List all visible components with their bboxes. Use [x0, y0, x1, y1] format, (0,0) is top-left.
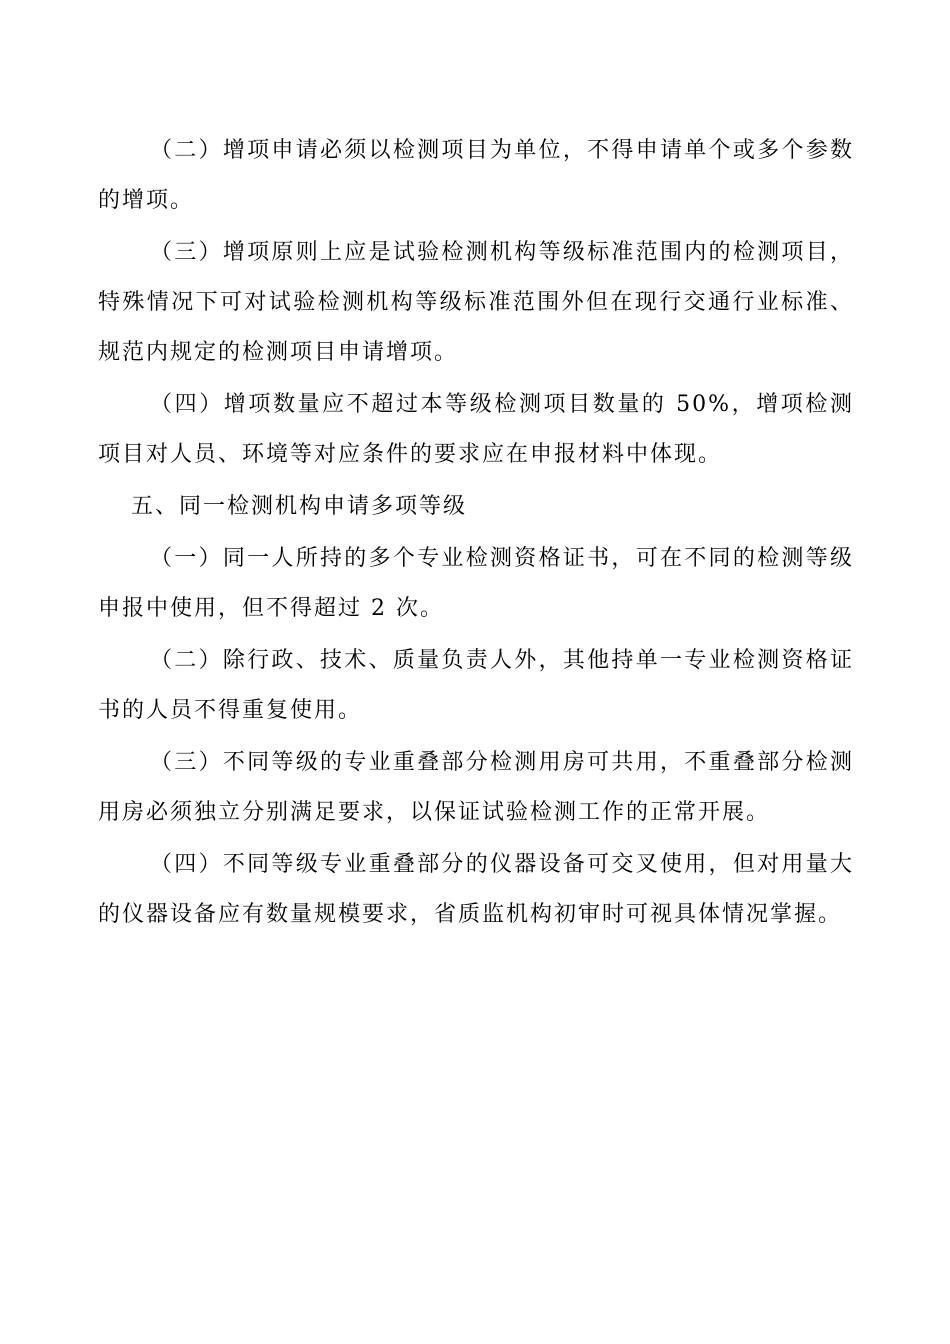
paragraph-increment-scope: （三）增项原则上应是试验检测机构等级标准范围内的检测项目，特殊情况下可对试验检测机构等级标准范围外但在现行交通行业标准、规范内规定的检测项目申请增项。 — [98, 240, 854, 365]
paragraph-increment-unit: （二）增项申请必须以检测项目为单位，不得申请单个或多个参数的增项。 — [98, 138, 854, 213]
document-body — [98, 126, 854, 940]
paragraph-personnel-reuse: （二）除行政、技术、质量负责人外，其他持单一专业检测资格证书的人员不得重复使用。 — [98, 648, 854, 723]
paragraph-shared-equipment: （四）不同等级专业重叠部分的仪器设备可交叉使用，但对用量大的仪器设备应有数量规模要求，省质监机构初审时可视具体情况掌握。 — [98, 852, 854, 927]
paragraph-shared-rooms: （三）不同等级的专业重叠部分检测用房可共用，不重叠部分检测用房必须独立分别满足要求，以保证试验检测工作的正常开展。 — [98, 750, 854, 825]
paragraph-increment-quantity: （四）增项数量应不超过本等级检测项目数量的 50%，增项检测项目对人员、环境等对应条件的要求应在申报材料中体现。 — [98, 392, 854, 467]
paragraph-certificate-usage: （一）同一人所持的多个专业检测资格证书，可在不同的检测等级申报中使用，但不得超过 2 次。 — [98, 546, 854, 621]
section-heading-five: 五、同一检测机构申请多项等级 — [131, 494, 468, 519]
